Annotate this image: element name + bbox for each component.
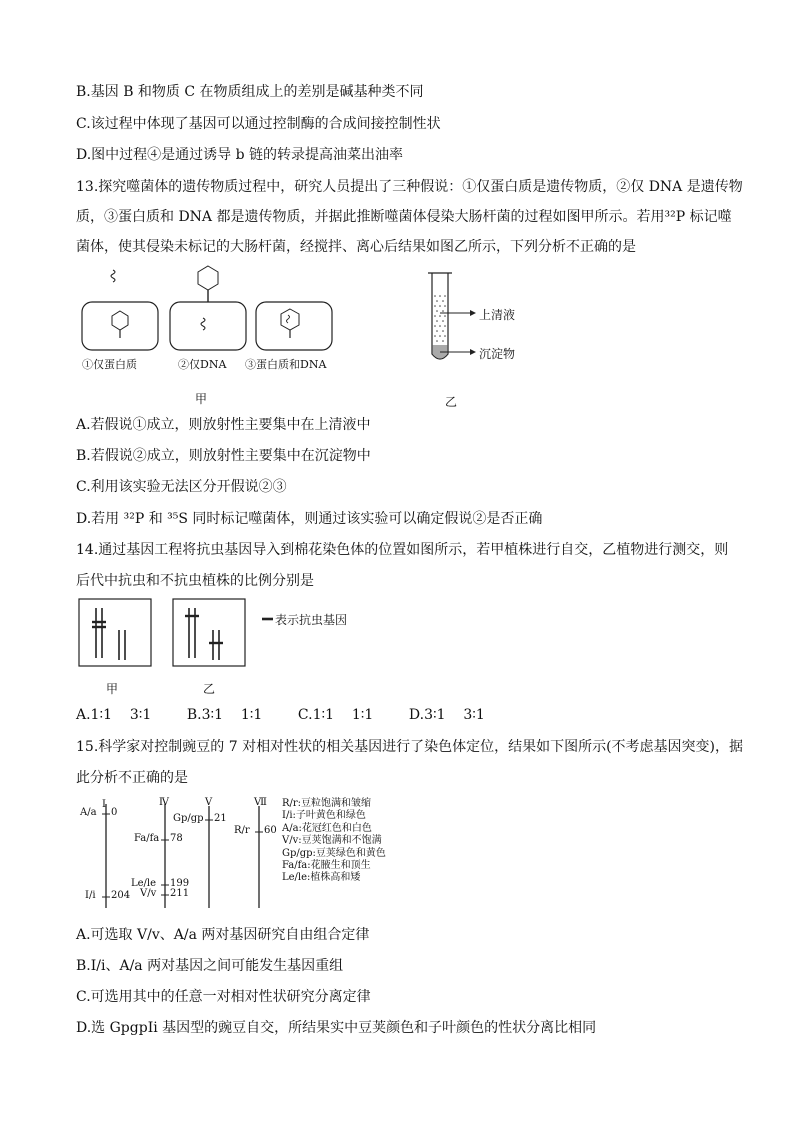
phage-head-icon xyxy=(112,311,128,330)
label-chr-i: I xyxy=(102,799,106,810)
legend-item: Gp/gp:豆荚绿色和黄色 xyxy=(282,847,386,859)
q14-figure xyxy=(76,596,376,672)
q12-option-b: B.基因 B 和物质 C 在物质组成上的差别是碱基种类不同 xyxy=(76,84,424,100)
legend-item: V/v:豆荚饱满和不饱满 xyxy=(282,835,382,847)
gene-Aa-pos: 0 xyxy=(111,807,118,818)
q15-option-d: D.选 GpgpIi 基因型的豌豆自交，所结果实中豆荚颜色和子叶颜色的性状分离比相同 xyxy=(76,1020,597,1036)
bacterium-box-1 xyxy=(82,302,158,350)
bacterium-box-2 xyxy=(170,302,246,350)
legend-item: Fa/fa:花腋生和顶生 xyxy=(282,860,371,872)
legend-item: I/i:子叶黄色和绿色 xyxy=(282,810,366,822)
legend-item: Le/le:植株高和矮 xyxy=(282,872,361,884)
gene-Lele-pos: 199 xyxy=(170,878,190,889)
q13-stem-3: 菌体，使其侵染未标记的大肠杆菌，经搅拌、离心后结果如图乙所示，下列分析不正确的是 xyxy=(76,239,636,255)
q14-stem-1: 14.通过基因工程将抗虫基因导入到棉花染色体的位置如图所示，若甲植株进行自交，乙植物进行测交，则 xyxy=(76,542,729,558)
gene-Fafa-pos: 78 xyxy=(170,833,183,844)
q13-stem-1: 13.探究噬菌体的遗传物质过程中，研究人员提出了三种假说：①仅蛋白质是遗传物质，②仅 DNA 是遗传物 xyxy=(76,179,743,195)
q15-legend xyxy=(282,798,386,885)
q13-option-b: B.若假说②成立，则放射性主要集中在沉淀物中 xyxy=(76,448,371,464)
legend-item: A/a:花冠红色和白色 xyxy=(282,822,372,834)
q12-option-c: C.该过程中体现了基因可以通过控制酶的合成间接控制性状 xyxy=(76,116,441,132)
q15-stem-1: 15.科学家对控制豌豆的 7 对相对性状的相关基因进行了染色体定位，结果如下图所示(不考虑基因突变)，据 xyxy=(76,739,743,755)
q13-option-a: A.若假说①成立，则放射性主要集中在上清液中 xyxy=(76,417,371,433)
q13-label-jia: 甲 xyxy=(195,392,208,406)
gene-Gpgp: Gp/gp xyxy=(173,813,204,824)
q14-options: A.1∶1 3∶1 B.3∶1 1∶1 C.1∶1 1∶1 D.3∶1 3∶1 xyxy=(76,707,485,723)
q13-figure-jia xyxy=(76,262,346,407)
gene-Ii-pos: 204 xyxy=(111,890,131,901)
q15-option-a: A.可选取 V/v、A/a 两对基因研究自由组合定律 xyxy=(76,927,370,943)
q13-caption-3: ③蛋白质和DNA xyxy=(245,358,327,371)
cell-box-yi xyxy=(173,599,245,666)
gene-Gpgp-pos: 21 xyxy=(214,813,227,824)
label-chr-v: V xyxy=(205,797,213,808)
q14-label-jia: 甲 xyxy=(106,682,119,696)
gene-Lele: Le/le xyxy=(131,878,157,889)
phage-head-icon xyxy=(198,266,218,290)
q13-option-c: C.利用该实验无法区分开假说②③ xyxy=(76,479,287,495)
q14-legend: 表示抗虫基因 xyxy=(275,613,348,627)
supernatant-label: 上清液 xyxy=(479,308,516,322)
legend-item: R/r:豆粒饱满和皱缩 xyxy=(282,798,372,809)
q13-caption-2: ②仅DNA xyxy=(178,358,227,371)
gene-Aa: A/a xyxy=(80,807,97,818)
q15-stem-2: 此分析不正确的是 xyxy=(76,770,188,786)
q14-stem-2: 后代中抗虫和不抗虫植株的比例分别是 xyxy=(76,573,314,589)
gene-Fafa: Fa/fa xyxy=(134,833,160,844)
bacterium-box-3 xyxy=(256,302,332,350)
gene-Rr-pos: 60 xyxy=(264,825,277,836)
q13-stem-2: 质，③蛋白质和 DNA 都是遗传物质，并据此推断噬菌体侵染大肠杆菌的过程如图甲所示。若用³²P 标记噬 xyxy=(76,209,732,225)
gene-Vv-pos: 211 xyxy=(170,888,190,899)
gene-Ii: I/i xyxy=(85,890,96,901)
q13-label-yi: 乙 xyxy=(445,395,458,409)
q12-option-d: D.图中过程④是通过诱导 b 链的转录提高油菜出油率 xyxy=(76,147,404,163)
dna-squiggle-icon xyxy=(201,318,205,330)
q15-option-c: C.可选用其中的任意一对相对性状研究分离定律 xyxy=(76,989,371,1005)
label-chr-iv: Ⅳ xyxy=(159,797,169,808)
dna-squiggle-icon xyxy=(111,270,115,282)
gene-Rr: R/r xyxy=(234,825,250,836)
q13-option-d: D.若用 ³²P 和 ³⁵S 同时标记噬菌体，则通过该实验可以确定假说②是否正确 xyxy=(76,511,543,527)
q13-caption-1: ①仅蛋白质 xyxy=(82,358,137,371)
q15-option-b: B.I/i、A/a 两对基因之间可能发生基因重组 xyxy=(76,958,344,974)
cell-box-jia xyxy=(79,599,151,666)
gene-Vv: V/v xyxy=(140,888,157,899)
label-chr-vii: Ⅶ xyxy=(254,797,267,808)
q14-label-yi: 乙 xyxy=(203,682,216,696)
sediment-label: 沉淀物 xyxy=(479,347,516,361)
phage-head-icon xyxy=(281,309,299,330)
